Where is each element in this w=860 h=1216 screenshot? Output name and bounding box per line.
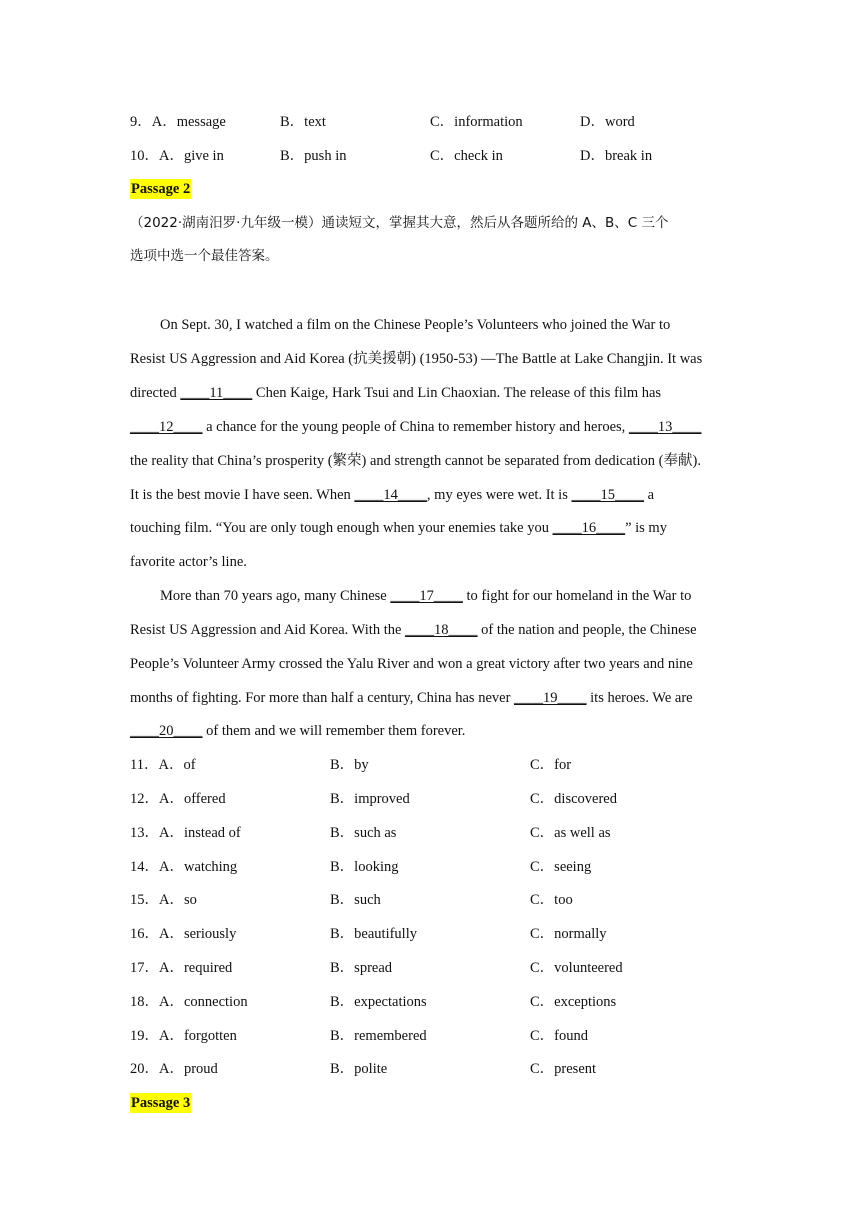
option-b: B．such [330,892,381,908]
passage-line-13 [130,721,465,741]
question-number: 14． [130,859,159,875]
option-d: D．break in [580,148,653,164]
option-a: A．of [158,757,196,773]
option-b: B．improved [330,791,410,807]
text: months of fighting. For more than half a century, China has never [130,690,515,706]
option-a: A．offered [159,791,226,807]
option-b: B．push in [280,148,347,164]
option-c: C．seeing [530,859,592,875]
question-number: 19． [130,1028,159,1044]
question-number: 12． [130,791,159,807]
option-b: B．by [330,757,369,773]
blank-12: ____12____ [130,419,203,435]
option-b: B．beautifully [330,926,417,942]
text: touching film. “You are only tough enough when your enemies take you [130,520,553,536]
blank-15: ____15____ [571,487,644,503]
question-19 [130,1026,237,1046]
instructions-line-2: 选项中选一个最佳答案。 [130,248,279,264]
passage-line-4 [130,417,701,437]
text: , my eyes were wet. It is [426,487,572,503]
question-number: 15． [130,892,159,908]
option-b: B．text [280,114,326,130]
question-11 [130,755,196,775]
question-16 [130,924,236,944]
blank-18: ____18____ [405,622,478,638]
question-number: 16． [130,926,159,942]
passage-line-8: favorite actor’s line. [130,554,247,570]
question-number: 11． [130,757,159,773]
option-c: C．volunteered [530,960,623,976]
question-14 [130,857,237,877]
option-c: C．exceptions [530,994,617,1010]
question-number: 10． [130,148,159,164]
option-a: A．so [159,892,197,908]
blank-13: ____13____ [628,419,702,435]
question-13 [130,823,241,843]
passage-line-2: Resist US Aggression and Aid Korea (抗美援朝) (1950-53) —The Battle at Lake Changjin. It was [130,351,703,367]
question-15 [130,890,197,910]
question-12 [130,789,226,809]
text: a chance for the young people of China to remember history and heroes, [202,419,629,435]
question-9 [130,112,226,132]
option-b: B．such as [330,825,397,841]
text: Resist US Aggression and Aid Korea. With the [130,622,406,638]
option-b: B．remembered [330,1028,427,1044]
passage-line-1: On Sept. 30, I watched a film on the Chinese People’s Volunteers who joined the War to [160,317,671,333]
passage-line-3 [130,383,661,403]
option-c: C．check in [430,148,503,164]
option-b: B．polite [330,1061,388,1077]
option-c: C．too [530,892,573,908]
question-number: 17． [130,960,159,976]
blank-19: ____19____ [514,690,587,706]
instructions-line-1: （2022·湖南汨罗·九年级一模）通读短文，掌握其大意，然后从各题所给的 A、B、C 三个 [130,215,669,231]
text: to fight for our homeland in the War to [462,588,692,604]
option-a: A．watching [159,859,238,875]
blank-14: ____14____ [354,487,427,503]
blank-16: ____16____ [552,520,626,536]
question-number: 20． [130,1061,159,1077]
option-c: C．normally [530,926,607,942]
text: directed [130,385,181,401]
option-d: D．word [580,114,635,130]
passage-line-9 [160,586,691,606]
question-number: 18． [130,994,159,1010]
option-b: B．looking [330,859,399,875]
question-number: 13． [130,825,159,841]
passage-line-6 [130,485,654,505]
text: of them and we will remember them forever. [202,723,466,739]
option-c: C．as well as [530,825,611,841]
option-a: A．give in [159,148,224,164]
option-c: C．present [530,1061,597,1077]
option-c: C．found [530,1028,588,1044]
text: Chen Kaige, Hark Tsui and Lin Chaoxian. The release of this film has [252,385,662,401]
question-20 [130,1059,218,1079]
text: of the nation and people, the Chinese [477,622,697,638]
option-a: A．connection [159,994,248,1010]
question-number: 9． [130,114,152,130]
option-a: A．proud [159,1061,218,1077]
blank-11: ____11____ [180,385,253,401]
text: More than 70 years ago, many Chinese [160,588,391,604]
option-a: A．instead of [159,825,241,841]
option-a: A．required [159,960,233,976]
question-17 [130,958,232,978]
option-b: B．spread [330,960,393,976]
blank-17: ____17____ [390,588,463,604]
option-a: A．forgotten [159,1028,237,1044]
blank-20: ____20____ [130,723,203,739]
passage-line-5: the reality that China’s prosperity (繁荣) and strength cannot be separated from dedication (奉献). [130,453,701,469]
option-a: A．message [151,114,226,130]
text: a [643,487,655,503]
option-b: B．expectations [330,994,427,1010]
passage-line-12 [130,688,693,708]
option-c: C．information [430,114,523,130]
passage-3-label: Passage 3 [131,1095,191,1111]
text: It is the best movie I have seen. When [130,487,355,503]
option-c: C．discovered [530,791,617,807]
text: its heroes. We are [586,690,693,706]
passage-line-7 [130,518,667,538]
passage-line-10 [130,620,697,640]
passage-2-label: Passage 2 [131,181,191,197]
question-18 [130,992,248,1012]
question-10 [130,146,224,166]
passage-line-11: People’s Volunteer Army crossed the Yalu River and won a great victory after two years and nine [130,656,693,672]
option-c: C．for [530,757,572,773]
option-a: A．seriously [159,926,237,942]
text: ” is my [625,520,667,536]
